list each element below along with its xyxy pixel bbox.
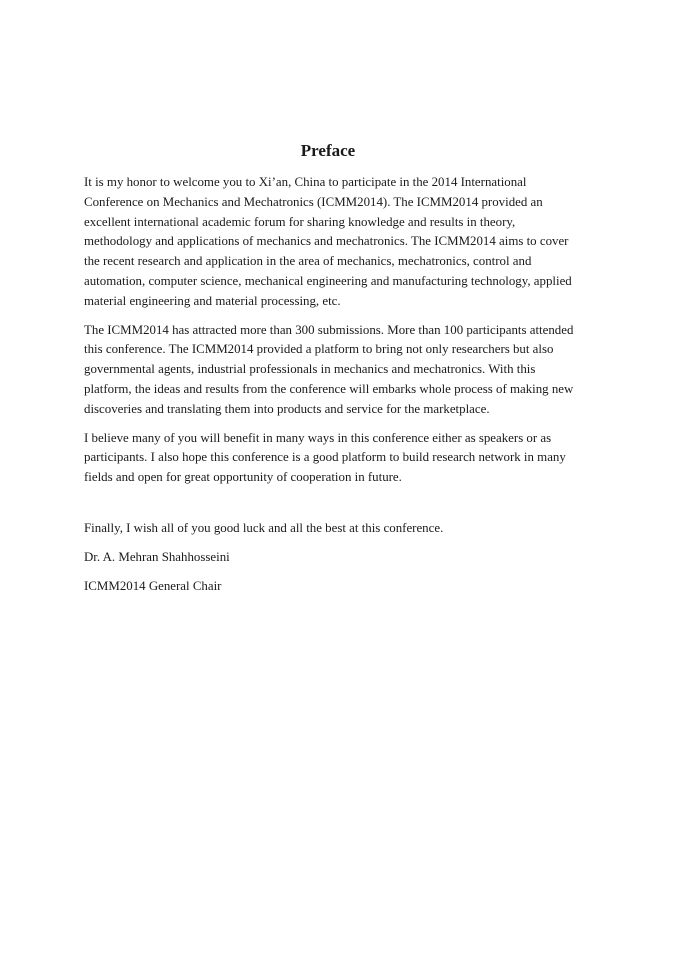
page-title: Preface — [300, 141, 356, 160]
paragraph-submissions: The ICMM2014 has attracted more than 300 submissions. More than 100 participants attended this conference. The ICMM2014 provided a platform to bring not only researchers but also governmental agents, industrial professionals in mechanics and mechatronics. With this platform, the ideas and results from the conference will embarks whole process of making new discoveries and translating them into products and service for the marketplace. — [84, 322, 574, 416]
paragraph-benefit: I believe many of you will benefit in many ways in this conference either as speakers or as participants. I also hope this conference is a good platform to build research network in many fields and open for great opportunity of cooperation in future. — [84, 430, 566, 485]
signature-title: ICMM2014 General Chair — [84, 578, 222, 593]
paragraph-welcome: It is my honor to welcome you to Xi’an, China to participate in the 2014 International Conference on Mechanics and Mechatronics (ICMM2014). The ICMM2014 provided an excellent international academic forum for sharing knowledge and results in theory, methodology and applications of mechanics and mechatronics. The ICMM2014 aims to cover the recent research and application in the area of mechanics, mechatronics, control and automation, computer science, mechanical engineering and manufacturing technology, applied material engineering and material processing, etc. — [84, 175, 572, 308]
preface-body — [84, 173, 584, 605]
signature-name: Dr. A. Mehran Shahhosseini — [84, 549, 230, 564]
closing-line: Finally, I wish all of you good luck and all the best at this conference. — [84, 520, 444, 535]
